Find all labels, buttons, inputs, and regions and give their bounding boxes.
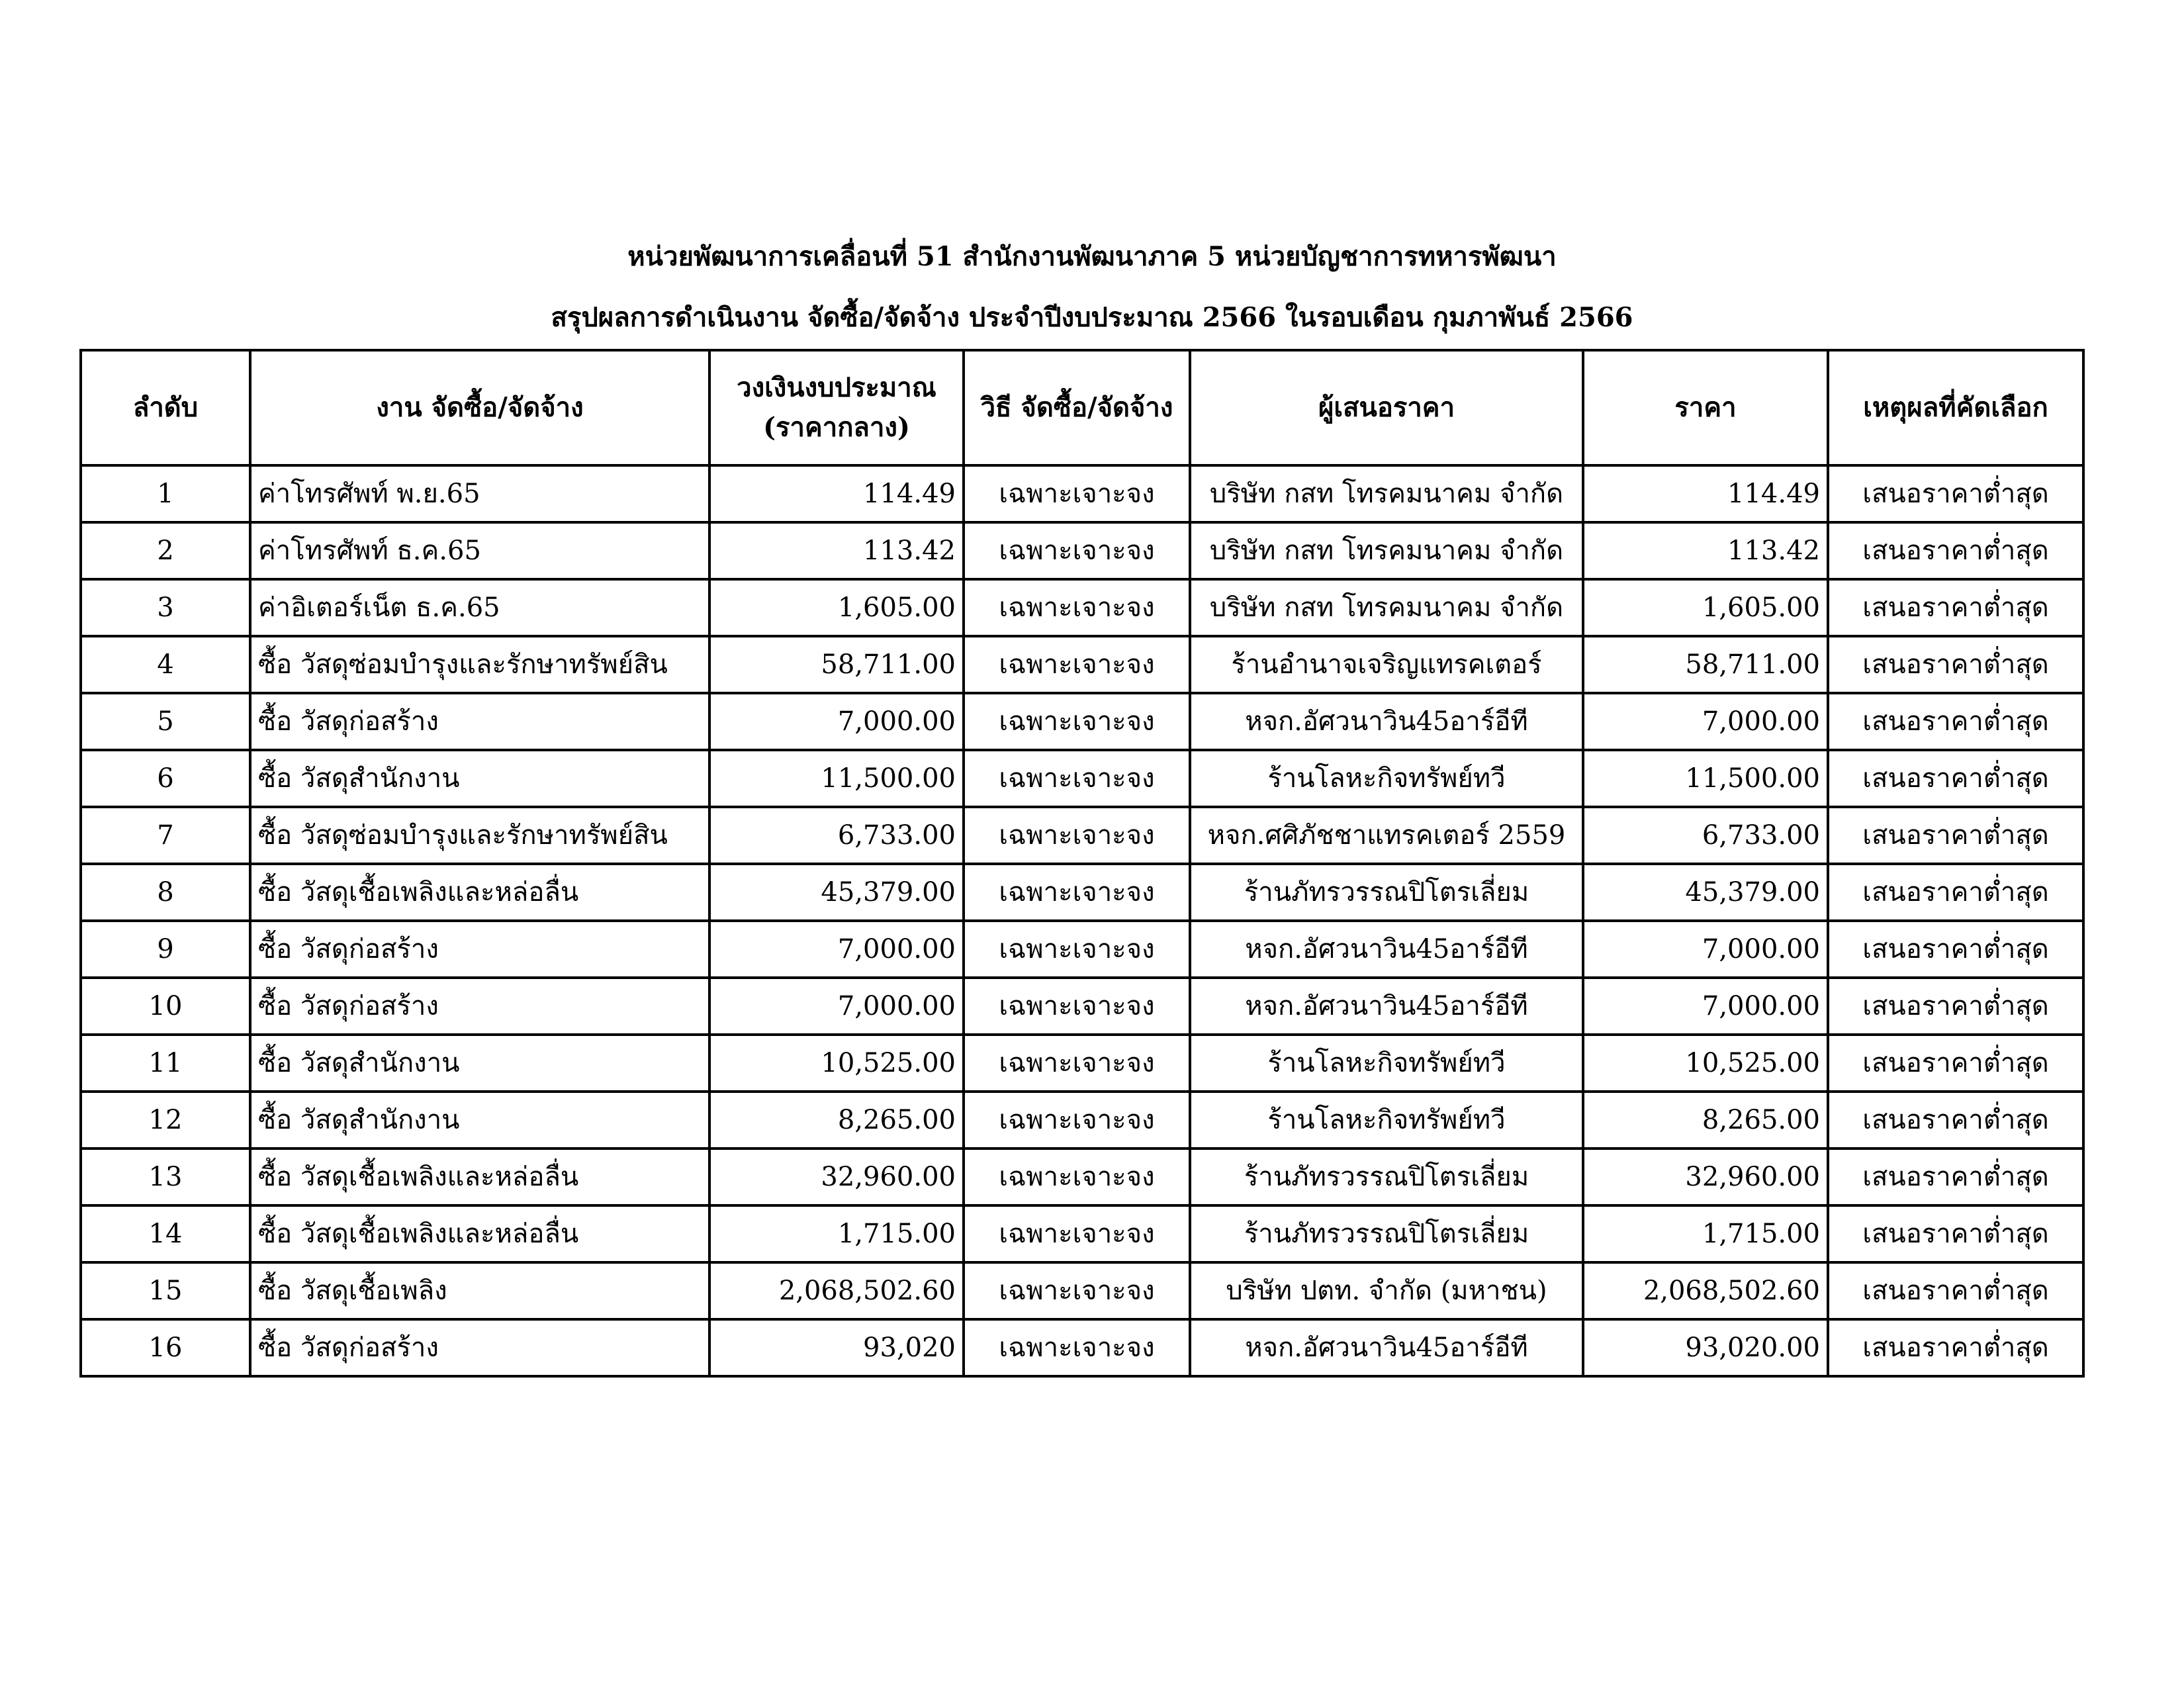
cell-method: เฉพาะเจาะจง	[964, 750, 1190, 807]
cell-price: 32,960.00	[1583, 1149, 1828, 1205]
cell-bidder: หจก.อัศวนาวิน45อาร์อีที	[1190, 978, 1583, 1035]
cell-budget: 2,068,502.60	[709, 1262, 964, 1319]
cell-budget: 7,000.00	[709, 693, 964, 750]
cell-reason: เสนอราคาต่ำสุด	[1828, 579, 2083, 636]
cell-bidder: ร้านภัทรวรรณปิโตรเลี่ยม	[1190, 864, 1583, 921]
table-row	[81, 579, 2083, 636]
cell-price: 7,000.00	[1583, 693, 1828, 750]
cell-budget: 10,525.00	[709, 1035, 964, 1092]
header-row	[81, 350, 2083, 465]
cell-item: ซื้อ วัสดุก่อสร้าง	[250, 693, 709, 750]
cell-reason: เสนอราคาต่ำสุด	[1828, 1092, 2083, 1149]
procurement-table	[79, 349, 2085, 1378]
cell-price: 1,605.00	[1583, 579, 1828, 636]
cell-method: เฉพาะเจาะจง	[964, 1205, 1190, 1262]
col-header-budget-line1: วงเงินงบประมาณ	[737, 372, 936, 403]
cell-bidder: บริษัท กสท โทรคมนาคม จำกัด	[1190, 579, 1583, 636]
cell-item: ค่าโทรศัพท์ ธ.ค.65	[250, 522, 709, 579]
col-header-no: ลำดับ	[81, 350, 250, 465]
cell-bidder: ร้านโลหะกิจทรัพย์ทวี	[1190, 1035, 1583, 1092]
cell-bidder: ร้านภัทรวรรณปิโตรเลี่ยม	[1190, 1149, 1583, 1205]
cell-item: ค่าอิเตอร์เน็ต ธ.ค.65	[250, 579, 709, 636]
cell-no: 11	[81, 1035, 250, 1092]
table-row	[81, 864, 2083, 921]
cell-bidder: หจก.อัศวนาวิน45อาร์อีที	[1190, 693, 1583, 750]
cell-no: 2	[81, 522, 250, 579]
cell-reason: เสนอราคาต่ำสุด	[1828, 807, 2083, 864]
cell-no: 6	[81, 750, 250, 807]
cell-item: ซื้อ วัสดุเชื้อเพลิงและหล่อลื่น	[250, 1149, 709, 1205]
cell-item: ค่าโทรศัพท์ พ.ย.65	[250, 465, 709, 522]
cell-budget: 1,715.00	[709, 1205, 964, 1262]
cell-method: เฉพาะเจาะจง	[964, 864, 1190, 921]
cell-price: 7,000.00	[1583, 978, 1828, 1035]
cell-item: ซื้อ วัสดุเชื้อเพลิง	[250, 1262, 709, 1319]
cell-no: 16	[81, 1319, 250, 1376]
cell-budget: 32,960.00	[709, 1149, 964, 1205]
col-header-bidder: ผู้เสนอราคา	[1190, 350, 1583, 465]
cell-price: 11,500.00	[1583, 750, 1828, 807]
cell-no: 5	[81, 693, 250, 750]
cell-price: 113.42	[1583, 522, 1828, 579]
cell-method: เฉพาะเจาะจง	[964, 921, 1190, 978]
cell-reason: เสนอราคาต่ำสุด	[1828, 978, 2083, 1035]
cell-budget: 45,379.00	[709, 864, 964, 921]
table-row	[81, 1319, 2083, 1376]
table-row	[81, 522, 2083, 579]
col-header-price: ราคา	[1583, 350, 1828, 465]
cell-method: เฉพาะเจาะจง	[964, 1319, 1190, 1376]
cell-no: 3	[81, 579, 250, 636]
cell-budget: 7,000.00	[709, 921, 964, 978]
cell-method: เฉพาะเจาะจง	[964, 978, 1190, 1035]
cell-price: 6,733.00	[1583, 807, 1828, 864]
cell-budget: 1,605.00	[709, 579, 964, 636]
cell-budget: 113.42	[709, 522, 964, 579]
cell-reason: เสนอราคาต่ำสุด	[1828, 921, 2083, 978]
table-row	[81, 750, 2083, 807]
cell-method: เฉพาะเจาะจง	[964, 636, 1190, 693]
table-row	[81, 1035, 2083, 1092]
cell-no: 14	[81, 1205, 250, 1262]
cell-budget: 93,020	[709, 1319, 964, 1376]
table-row	[81, 636, 2083, 693]
cell-item: ซื้อ วัสดุสำนักงาน	[250, 1092, 709, 1149]
cell-budget: 7,000.00	[709, 978, 964, 1035]
cell-reason: เสนอราคาต่ำสุด	[1828, 1035, 2083, 1092]
cell-method: เฉพาะเจาะจง	[964, 807, 1190, 864]
table-body	[81, 465, 2083, 1376]
cell-item: ซื้อ วัสดุเชื้อเพลิงและหล่อลื่น	[250, 864, 709, 921]
cell-item: ซื้อ วัสดุสำนักงาน	[250, 750, 709, 807]
table-row	[81, 1092, 2083, 1149]
cell-bidder: บริษัท ปตท. จำกัด (มหาชน)	[1190, 1262, 1583, 1319]
cell-bidder: ร้านภัทรวรรณปิโตรเลี่ยม	[1190, 1205, 1583, 1262]
cell-price: 114.49	[1583, 465, 1828, 522]
cell-no: 15	[81, 1262, 250, 1319]
table-row	[81, 1205, 2083, 1262]
cell-reason: เสนอราคาต่ำสุด	[1828, 522, 2083, 579]
cell-reason: เสนอราคาต่ำสุด	[1828, 636, 2083, 693]
cell-price: 7,000.00	[1583, 921, 1828, 978]
cell-reason: เสนอราคาต่ำสุด	[1828, 1262, 2083, 1319]
cell-price: 45,379.00	[1583, 864, 1828, 921]
cell-budget: 114.49	[709, 465, 964, 522]
cell-budget: 6,733.00	[709, 807, 964, 864]
cell-no: 12	[81, 1092, 250, 1149]
cell-method: เฉพาะเจาะจง	[964, 1092, 1190, 1149]
cell-no: 8	[81, 864, 250, 921]
cell-price: 1,715.00	[1583, 1205, 1828, 1262]
table-row	[81, 978, 2083, 1035]
cell-price: 58,711.00	[1583, 636, 1828, 693]
cell-reason: เสนอราคาต่ำสุด	[1828, 1149, 2083, 1205]
col-header-budget-line2: (ราคากลาง)	[763, 412, 910, 443]
cell-item: ซื้อ วัสดุก่อสร้าง	[250, 1319, 709, 1376]
cell-no: 4	[81, 636, 250, 693]
cell-reason: เสนอราคาต่ำสุด	[1828, 750, 2083, 807]
document-subtitle: สรุปผลการดำเนินงาน จัดซื้อ/จัดจ้าง ประจำปีงบประมาณ 2566 ในรอบเดือน กุมภาพันธ์ 2566	[551, 302, 1633, 333]
cell-bidder: บริษัท กสท โทรคมนาคม จำกัด	[1190, 522, 1583, 579]
cell-reason: เสนอราคาต่ำสุด	[1828, 693, 2083, 750]
cell-method: เฉพาะเจาะจง	[964, 693, 1190, 750]
cell-reason: เสนอราคาต่ำสุด	[1828, 1205, 2083, 1262]
cell-item: ซื้อ วัสดุสำนักงาน	[250, 1035, 709, 1092]
cell-method: เฉพาะเจาะจง	[964, 465, 1190, 522]
cell-price: 8,265.00	[1583, 1092, 1828, 1149]
cell-bidder: ร้านโลหะกิจทรัพย์ทวี	[1190, 750, 1583, 807]
col-header-budget	[709, 350, 964, 465]
cell-budget: 58,711.00	[709, 636, 964, 693]
cell-bidder: หจก.อัศวนาวิน45อาร์อีที	[1190, 1319, 1583, 1376]
table-row	[81, 465, 2083, 522]
cell-budget: 11,500.00	[709, 750, 964, 807]
cell-bidder: หจก.อัศวนาวิน45อาร์อีที	[1190, 921, 1583, 978]
cell-no: 1	[81, 465, 250, 522]
cell-item: ซื้อ วัสดุเชื้อเพลิงและหล่อลื่น	[250, 1205, 709, 1262]
cell-price: 10,525.00	[1583, 1035, 1828, 1092]
cell-bidder: บริษัท กสท โทรคมนาคม จำกัด	[1190, 465, 1583, 522]
cell-item: ซื้อ วัสดุซ่อมบำรุงและรักษาทรัพย์สิน	[250, 636, 709, 693]
cell-no: 13	[81, 1149, 250, 1205]
cell-bidder: ร้านโลหะกิจทรัพย์ทวี	[1190, 1092, 1583, 1149]
cell-no: 10	[81, 978, 250, 1035]
col-header-item: งาน จัดซื้อ/จัดจ้าง	[250, 350, 709, 465]
table-row	[81, 921, 2083, 978]
cell-item: ซื้อ วัสดุซ่อมบำรุงและรักษาทรัพย์สิน	[250, 807, 709, 864]
cell-no: 7	[81, 807, 250, 864]
cell-price: 2,068,502.60	[1583, 1262, 1828, 1319]
table-row	[81, 1262, 2083, 1319]
cell-reason: เสนอราคาต่ำสุด	[1828, 1319, 2083, 1376]
document-title: หน่วยพัฒนาการเคลื่อนที่ 51 สำนักงานพัฒนาภาค 5 หน่วยบัญชาการทหารพัฒนา	[627, 241, 1557, 272]
col-header-reason: เหตุผลที่คัดเลือก	[1828, 350, 2083, 465]
cell-price: 93,020.00	[1583, 1319, 1828, 1376]
table-row	[81, 807, 2083, 864]
cell-no: 9	[81, 921, 250, 978]
cell-reason: เสนอราคาต่ำสุด	[1828, 864, 2083, 921]
table-row	[81, 1149, 2083, 1205]
cell-method: เฉพาะเจาะจง	[964, 522, 1190, 579]
table-row	[81, 693, 2083, 750]
cell-item: ซื้อ วัสดุก่อสร้าง	[250, 921, 709, 978]
col-header-method: วิธี จัดซื้อ/จัดจ้าง	[964, 350, 1190, 465]
table-header	[81, 350, 2083, 465]
cell-method: เฉพาะเจาะจง	[964, 1262, 1190, 1319]
cell-item: ซื้อ วัสดุก่อสร้าง	[250, 978, 709, 1035]
cell-method: เฉพาะเจาะจง	[964, 1035, 1190, 1092]
cell-method: เฉพาะเจาะจง	[964, 1149, 1190, 1205]
cell-method: เฉพาะเจาะจง	[964, 579, 1190, 636]
cell-budget: 8,265.00	[709, 1092, 964, 1149]
cell-reason: เสนอราคาต่ำสุด	[1828, 465, 2083, 522]
cell-bidder: หจก.ศศิภัชชาแทรคเตอร์ 2559	[1190, 807, 1583, 864]
cell-bidder: ร้านอำนาจเจริญแทรคเตอร์	[1190, 636, 1583, 693]
